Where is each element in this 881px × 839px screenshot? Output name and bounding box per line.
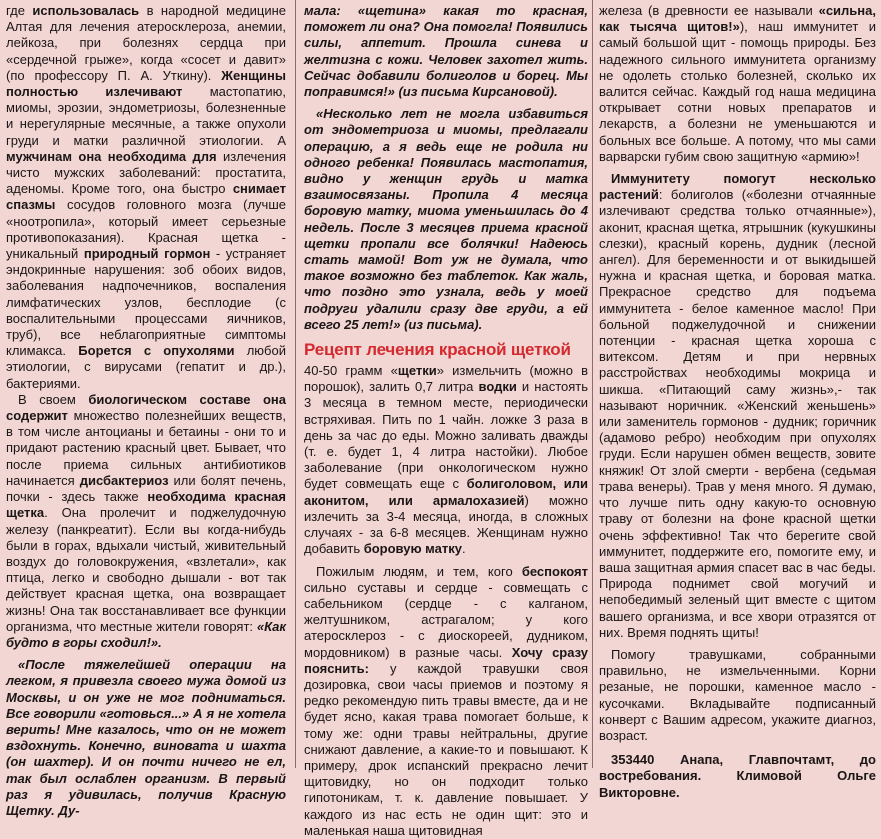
text-run: железа (в древности ее называли bbox=[599, 3, 819, 18]
bold-run: мужчинам она необходима для bbox=[6, 148, 217, 164]
text-run: у каждой травушки своя дозировка, свои часы приемов и поэтому я редко рекомендую пить травы вместе, да и не будет ясно, какая трава помогает больше, к тому же: одни травы нейтральны, другие снижают давление, а какие-то и повышают. К примеру, дрок испанский прекрасно лечит щитовидку, но он подходит только гипотоникам, т. к. давление повышает. У каждого из нас есть не один щит: это и маленькая наша щитовидная bbox=[304, 660, 588, 838]
text-run: сосудов головного мозга (лучше «ноотропила», который имеет серьезные противопоказания). Красная щетка - уникальный bbox=[6, 197, 286, 262]
text-run: ) можно излечить за 3-4 месяца, иногда, в сложных случаях - за 6-8 месяцев. Женщинам нужно добавить bbox=[304, 492, 588, 557]
bold-run: болиголовом, или аконитом, или армалохазией bbox=[304, 476, 588, 508]
paragraph-composition bbox=[6, 392, 286, 651]
text-run: излечения чисто мужских заболеваний: простатита, аденомы. Кроме того, она быстро bbox=[6, 148, 286, 197]
paragraph-elderly bbox=[304, 564, 588, 839]
bold-run: Хочу сразу пояснить: bbox=[304, 644, 588, 676]
text-run: 40-50 грамм « bbox=[304, 363, 398, 379]
column-divider-2 bbox=[592, 0, 593, 768]
text-run: любой этиологии, с вирусами (гепатит и др.), бактериями. bbox=[6, 343, 286, 391]
text-run: . bbox=[461, 541, 466, 557]
bold-run: «сильна, как тысяча щитов!» bbox=[599, 3, 876, 35]
paragraph-immunity bbox=[599, 3, 876, 165]
recipe-heading: Рецепт лечения красной щеткой bbox=[304, 340, 571, 360]
text-run: сильно суставы и сердце - совмещать с сабельником (сердце - с калганом, желтушником, астрагалом; у кого атеросклероз - с диоскореей, дудником, мордовником) в разные часы. bbox=[304, 579, 588, 660]
text-run: » измельчить (можно в порошок), залить 0,7 литра bbox=[304, 363, 589, 395]
text-run: Пожилым людям, и тем, кого bbox=[316, 563, 522, 579]
article-column-2 bbox=[304, 3, 589, 838]
text-run: : болиголов («болезни отчаянные излечивают средства только отчаянные»), аконит, красная щетка, ятрышник (кукушкины слезки), красный корень, дудник (лесной ангел). Для беременности и от выкидышей нужна и красная щетка, и боровая матка. Прекрасное средство для подъема иммунитета - белое каменное масло! При больной поджелудочной и снижении потенции - красная щетка хороша с витексом. Детям и при нервных расстройствах необходимы мокрица и шикша. «Питающий саму жизнь»,- так называют норичник. «Женский женьшень» или заменитель гормонов - дудник; горичник (адамово ребро) необходим при опухолях груди. Если нарушен обмен веществ, зовите княжик! От злой смерти - вербена (седьмая трава венеры). Трав у меня много. Я думаю, что лучше пить одну какую-то основную траву от болезни на фоне красной щетки очень эффективно! Так что берегите свой иммунитет, поддержите его, помогите ему, и ваша защитная армия спасет вас в час беды. Природа поднимет свой могучий и непобедимый зеленый щит вместе с щитом вашего организма, и все хвори отразятся от них. Время поднять щиты! bbox=[599, 187, 876, 640]
paragraph-offer: Помогу травушками, собранными правильно, не измельченными. Корни резаные, не порошки, каменное масло - кусочками. Вкладывайте подписанный конверт с Вашим адресом, укажите диагноз, возраст. bbox=[599, 646, 876, 743]
text-run: и настоять 3 месяца в темном месте, периодически встряхивая. Пить по 1 чайн. ложке 3 раза в день за час до еды. Можно заливать дважды (т. е. будет 1, 4 литра настойки). Любое заболевание (при онкологическом нужно будет совмещать еще с bbox=[304, 379, 589, 492]
text-run: . Она пролечит и поджелудочную железу (панкреатит). Если вы когда-нибудь были в горах, вдыхали чистый, живительный воздух до головокружения, «взлетали», как птица, легко и свободно дышали - вот так действует красная щетка, она возвращает жизнь! Она так восстанавливает все функции организма, что местные жители говорят: bbox=[6, 505, 286, 634]
letter-quote-1-start: «После тяжелейшей операции на легком, я привезла своего мужа домой из Москвы, и он уже не мог подниматься. Все говорили «готовься...» А я не хотела верить! Мне казалось, что он не может вздохнуть. Конечно, виновата и шахта (он шахтер). И он почти ничего не ел, так был ослаблен организм. В первый раз я удивилась, получив Красную Щетку. Ду- bbox=[6, 657, 286, 818]
text-run: ), наш иммунитет и самый большой щит - помощь природы. Без надежного сильного иммунитета организму не одолеть столько болезней, сколько их валится сейчас. Каждый год наша медицина открывает сотни новых препаратов и лекарств, а болезни не уменьшаются и больных все больше. А потому, что мы сами варварски губим свою защитную «армию»! bbox=[599, 19, 876, 164]
text-run: множество полезнейших веществ, в том числе антоцианы и бетаины - они то и придают растению красный цвет. Бывает, что после приема сильных антибиотиков начинается bbox=[6, 408, 286, 488]
text-run: В своем bbox=[18, 391, 89, 407]
text-run: в народной медицине Алтая для лечения атеросклероза, анемии, лейкоза, при болезнях сердца при «сердечной грыже», когда «сосет и давит» (по профессору П. А. Уткину). bbox=[6, 3, 286, 83]
text-run: мастопатию, миомы, эрозии, эндометриозы, болезненные и нерегулярные месячные, а также опухоли груди и матки различной этиологии. А bbox=[6, 84, 286, 148]
article-column-1 bbox=[6, 3, 287, 818]
column-divider-1 bbox=[295, 0, 296, 768]
bold-run: использовалась bbox=[32, 3, 140, 18]
bold-run: Женщины полностью излечивают bbox=[6, 67, 286, 100]
quote-run: «Как будто в горы сходил!». bbox=[6, 618, 286, 650]
paragraph-recipe bbox=[304, 363, 588, 557]
letter-quote-1-end: мала: «щетина» какая то красная, поможет ли она? Она помогла! Появились силы, аппетит. Прошла синева и желтизна с кожи. Человек захотел жить. Сейчас добавили болиголов и борец. Мы поправимся!» (из письма Кирсановой). bbox=[304, 3, 588, 100]
letter-quote-2: «Несколько лет не могла избавиться от эндометриоза и миомы, предлагали операцию, а я ведь еще не родила ни одного ребенка! Появилась мастопатия, видно у женщин грудь и матка взаимосвязаны. Пропила 4 месяца боровую матку, миома уменьшилась до 4 недель. После 3 месяцев приема красной щетки пропали все болячки! Надеюсь стать мамой! Вот уж не думала, что такое возможно без таблеток. Как жаль, что поздно это узнала, ведь у моей подруги удалили сразу две груди, а ей всего 25 лет!» (из письма). bbox=[304, 106, 588, 332]
bold-run: снимает спазмы bbox=[6, 181, 286, 213]
paragraph-plants bbox=[599, 171, 876, 641]
bold-run: необходима красная щетка bbox=[6, 489, 287, 521]
bold-run: беспокоят bbox=[521, 563, 588, 579]
paragraph-uses bbox=[6, 3, 286, 392]
bold-run: боровую матку bbox=[363, 541, 462, 557]
bold-run: биологическом составе она содержит bbox=[6, 391, 286, 424]
article-column-3 bbox=[599, 3, 876, 800]
text-run: где bbox=[6, 3, 33, 18]
bold-run: водки bbox=[478, 379, 517, 395]
bold-run: природный гормон bbox=[83, 246, 211, 262]
bold-run: Иммунитету помогут несколько растений bbox=[599, 171, 876, 203]
text-run: - устраняет эндокринные нарушения: зоб обоих видов, заболевания надпочечников, воспаления лимфатических узлов, бесплодие (с воспалительными процессами яичников, труб), все неблагоприятные симптомы климакса. bbox=[6, 246, 287, 359]
bold-run: Борется с опухолями bbox=[78, 343, 235, 359]
bold-run: щетки bbox=[397, 363, 437, 379]
bold-run: дисбактериоз bbox=[79, 472, 169, 488]
postal-address: 353440 Анапа, Главпочтамт, до востребования. Климовой Ольге Викторовне. bbox=[599, 752, 876, 800]
text-run: или болят печень, почки - здесь также bbox=[6, 472, 286, 505]
